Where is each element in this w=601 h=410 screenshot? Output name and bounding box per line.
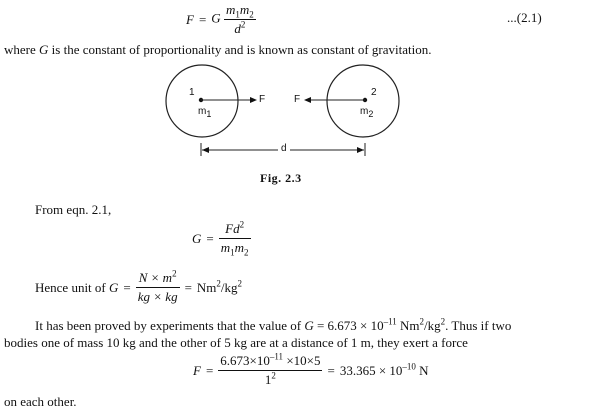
figure-2-3 — [150, 58, 410, 168]
label-2: 2 — [371, 87, 377, 98]
figure-caption: Fig. 2.3 — [260, 171, 302, 185]
eq2-fraction: $\frac{Fd^2}{m_1m_2}$ — [220, 219, 249, 258]
unit-result: $Nm^2/kg^2$ — [196, 278, 243, 295]
eq3-fraction: $\frac{6.673\times 10^{-11} \times 10\times 5}{1^2}$ — [220, 351, 321, 387]
distance-arrowhead-left — [202, 147, 209, 153]
paragraph-3-line-1: It has been proved by experiments that the value of $G = 6.673 \times 10^{-11}$ $Nm^2/kg^2$. Thus if two — [35, 316, 512, 333]
eq2-lhs: G — [192, 230, 202, 246]
force-right-label: F — [259, 94, 266, 105]
force-right-arrowhead — [250, 97, 257, 103]
body-2-circle — [327, 65, 399, 137]
eq1-lhs: F — [186, 11, 194, 27]
paragraph-4: on each other. — [4, 394, 77, 409]
eq3-lhs: F — [193, 362, 201, 378]
distance-arrowhead-right — [357, 147, 364, 153]
paragraph-2: From eqn. 2.1, — [35, 202, 112, 217]
label-1: 1 — [189, 87, 195, 98]
eq1-G: G — [211, 10, 221, 26]
mass-1-label: $m_1$ — [198, 106, 212, 119]
mass-2-label: $m_2$ — [360, 106, 374, 119]
eq3-result: $33.365 \times 10^{-10}$ N — [339, 361, 429, 378]
eq1-equals: = — [198, 11, 207, 27]
equation-number: ...(2.1) — [507, 10, 542, 25]
equation-G — [192, 221, 251, 256]
force-left-arrowhead — [304, 97, 311, 103]
paragraph-1: where G is the constant of proportionality and is known as constant of gravitation. — [4, 42, 432, 57]
eq2-equals: = — [206, 230, 214, 246]
unit-line: Hence unit of G = $\frac{N \times m^2}{kg \times kg}$ = $Nm^2/kg^2$ — [35, 268, 243, 304]
equation-F-numeric: F = $\frac{6.673\times 10^{-11} \times 10\times 5}{1^2}$ = $33.365 \times 10^{-10}$ N — [193, 351, 429, 387]
force-left-label: F — [294, 94, 301, 105]
equation-2-1 — [186, 2, 256, 37]
paragraph-3-line-2: bodies one of mass 10 kg and the other of 5 kg are at a distance of 1 m, they exert a force — [4, 335, 468, 350]
eq1-fraction: $\frac{m_1m_2}{d^2}$ — [225, 2, 254, 36]
distance-label: d — [281, 143, 287, 154]
unit-fraction: $\frac{N \times m^2}{kg \times kg}$ — [137, 268, 178, 304]
